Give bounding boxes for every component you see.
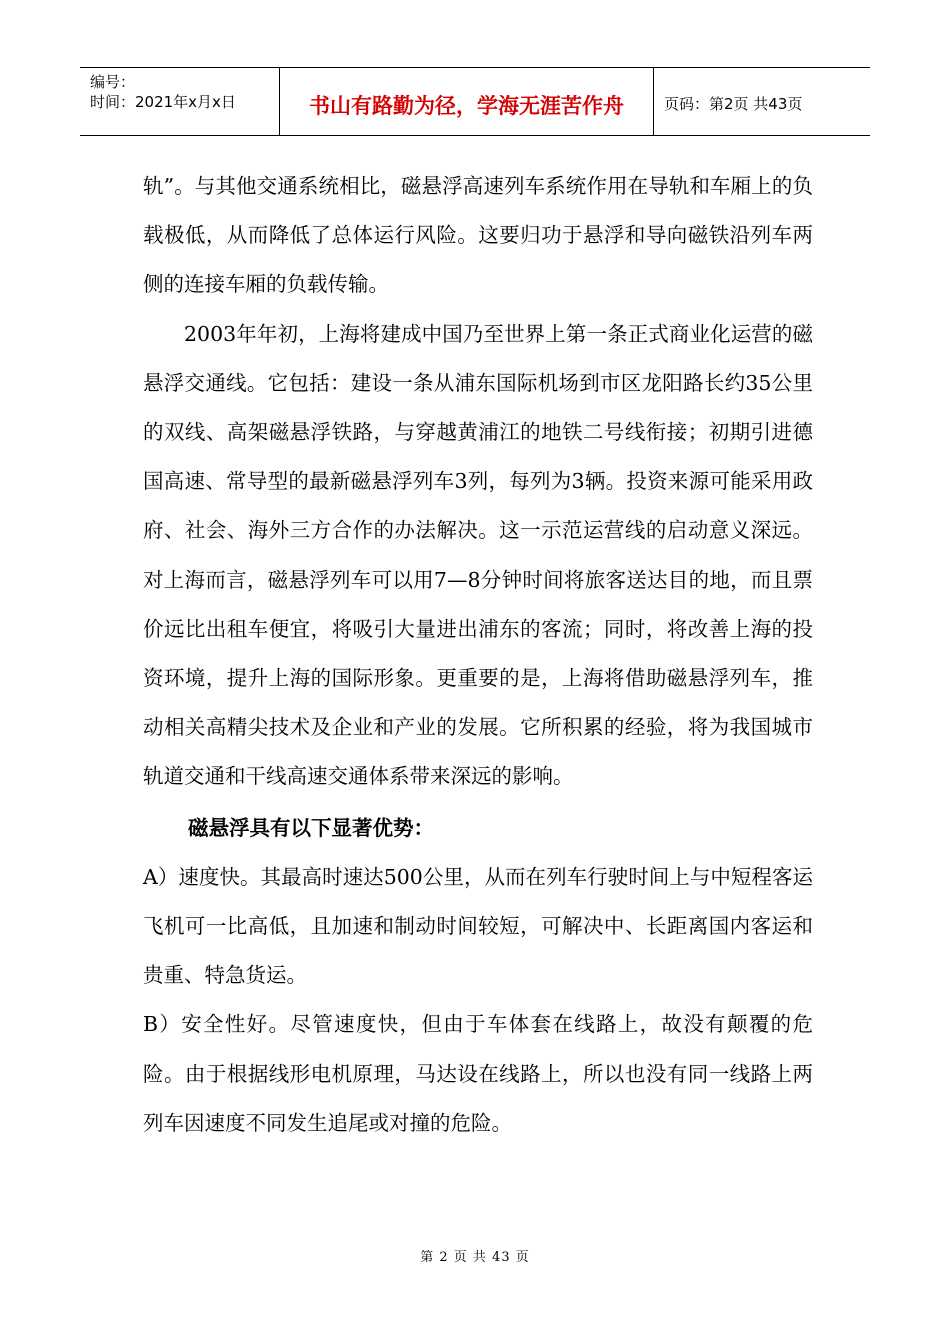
- paragraph-advantage-b: B）安全性好。尽管速度快，但由于车体套在线路上，故没有颠覆的危险。由于根据线形电机原理，马达设在线路上，所以也没有同一线路上两列车因速度不同发生追尾或对撞的危险。: [143, 1012, 813, 1135]
- page-footer: 第 2 页 共 43 页: [420, 1250, 530, 1265]
- header-motto: 书山有路勤为径，学海无涯苦作舟: [280, 68, 654, 135]
- paragraph-advantage-a: A）速度快。其最高时速达500公里，从而在列车行驶时间上与中短程客运飞机可一比高低，且加速和制动时间较短，可解决中、长距离国内客运和贵重、特急货运。: [143, 864, 813, 988]
- document-body: [143, 162, 813, 1148]
- date-label: 时间：2021年x月x日: [90, 93, 236, 111]
- serial-number-label: 编号：: [90, 73, 136, 91]
- section-heading-advantages: 磁悬浮具有以下显著优势：: [188, 815, 434, 840]
- page-header: [80, 67, 870, 136]
- header-meta-cell: [80, 68, 280, 135]
- paragraph-shanghai-maglev: 2003年年初，上海将建成中国乃至世界上第一条正式商业化运营的磁悬浮交通线。它包括：建设一条从浦东国际机场到市区龙阳路长约35公里的双线、高架磁悬浮铁路，与穿越黄浦江的地铁二号线衔接；初期引进德国高速、常导型的最新磁悬浮列车3列，每列为3辆。投资来源可能采用政府、社会、海外三方合作的办法解决。这一示范运营线的启动意义深远。对上海而言，磁悬浮列车可以用7—8分钟时间将旅客送达目的地，而且票价远比出租车便宜，将吸引大量进出浦东的客流；同时，将改善上海的投资环境，提升上海的国际形象。更重要的是，上海将借助磁悬浮列车，推动相关高精尖技术及企业和产业的发展。它所积累的经验，将为我国城市轨道交通和干线高速交通体系带来深远的影响。: [143, 321, 813, 789]
- header-page-info: 页码：第2页 共43页: [664, 95, 803, 113]
- paragraph-continuation: 轨”。与其他交通系统相比，磁悬浮高速列车系统作用在导轨和车厢上的负载极低，从而降低了总体运行风险。这要归功于悬浮和导向磁铁沿列车两侧的连接车厢的负载传输。: [143, 174, 813, 297]
